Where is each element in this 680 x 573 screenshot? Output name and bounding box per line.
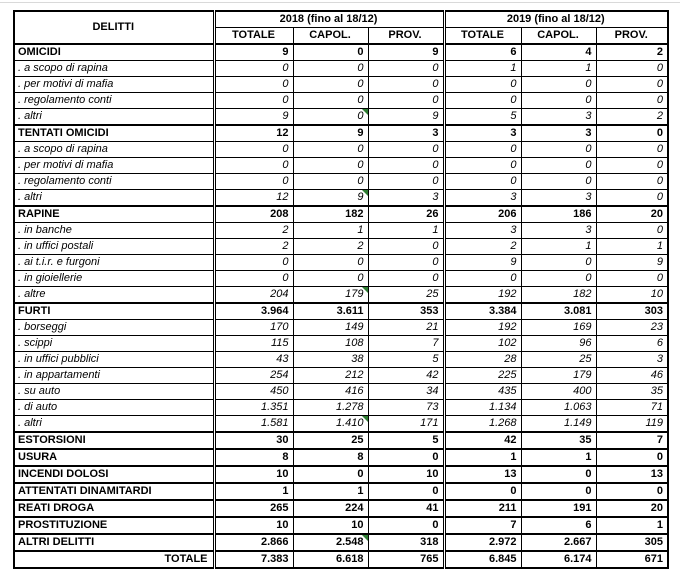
value-cell: 38	[293, 352, 368, 368]
value-cell: 1	[293, 483, 368, 500]
value-cell: 9	[293, 190, 368, 207]
value-cell: 0	[521, 77, 596, 93]
value-cell: 6.618	[293, 551, 368, 568]
crimes-column-header: DELITTI	[14, 11, 214, 44]
value-cell: 0	[596, 483, 668, 500]
value-cell: 30	[214, 432, 293, 449]
value-cell: 2.866	[214, 534, 293, 551]
col-header-prov-2019: PROV.	[596, 28, 668, 45]
value-cell: 4	[521, 44, 596, 61]
value-cell: 765	[368, 551, 444, 568]
value-cell: 0	[368, 77, 444, 93]
value-cell: 6	[521, 517, 596, 534]
value-cell: 1	[521, 61, 596, 77]
value-cell: 9	[368, 109, 444, 126]
value-cell: 0	[444, 142, 521, 158]
value-cell: 0	[521, 483, 596, 500]
crime-label: . regolamento conti	[14, 174, 214, 190]
table-row	[14, 61, 668, 77]
value-cell: 0	[214, 255, 293, 271]
value-cell: 1.268	[444, 416, 521, 433]
value-cell: 265	[214, 500, 293, 517]
value-cell: 204	[214, 287, 293, 304]
value-cell: 0	[214, 158, 293, 174]
value-cell: 13	[596, 466, 668, 483]
value-cell: 3.611	[293, 303, 368, 320]
value-cell: 0	[368, 271, 444, 287]
value-cell: 0	[368, 158, 444, 174]
table-row	[14, 449, 668, 466]
value-cell: 225	[444, 368, 521, 384]
value-cell: 224	[293, 500, 368, 517]
value-cell: 34	[368, 384, 444, 400]
value-cell: 0	[596, 142, 668, 158]
value-cell: 2	[293, 239, 368, 255]
value-cell: 46	[596, 368, 668, 384]
col-header-totale-2019: TOTALE	[444, 28, 521, 45]
value-cell: 0	[596, 271, 668, 287]
value-cell: 1.278	[293, 400, 368, 416]
value-cell: 2	[444, 239, 521, 255]
crimes-table-header	[14, 11, 668, 44]
crime-label: OMICIDI	[14, 44, 214, 61]
value-cell: 0	[293, 61, 368, 77]
crime-label: TOTALE	[14, 551, 214, 568]
value-cell: 9	[368, 44, 444, 61]
value-cell: 10	[214, 466, 293, 483]
value-cell: 0	[521, 158, 596, 174]
value-cell: 0	[368, 255, 444, 271]
value-cell: 7	[596, 432, 668, 449]
value-cell: 1	[214, 483, 293, 500]
value-cell: 10	[293, 517, 368, 534]
crime-label: . in uffici pubblici	[14, 352, 214, 368]
table-row	[14, 466, 668, 483]
table-row	[14, 77, 668, 93]
value-cell: 0	[214, 93, 293, 109]
value-cell: 1.063	[521, 400, 596, 416]
value-cell: 0	[596, 93, 668, 109]
value-cell: 35	[521, 432, 596, 449]
value-cell: 3	[444, 125, 521, 142]
table-row	[14, 483, 668, 500]
table-row	[14, 384, 668, 400]
green-corner-marker-icon	[362, 190, 368, 196]
table-row	[14, 142, 668, 158]
table-row	[14, 320, 668, 336]
crime-label: . altri	[14, 416, 214, 433]
crime-label: . per motivi di mafia	[14, 158, 214, 174]
table-row	[14, 500, 668, 517]
crime-label: PROSTITUZIONE	[14, 517, 214, 534]
value-cell: 186	[521, 206, 596, 223]
value-cell: 0	[444, 483, 521, 500]
value-cell: 96	[521, 336, 596, 352]
crime-label: . in appartamenti	[14, 368, 214, 384]
value-cell: 0	[521, 174, 596, 190]
value-cell: 0	[444, 93, 521, 109]
value-cell: 305	[596, 534, 668, 551]
crime-label: . borseggi	[14, 320, 214, 336]
table-row	[14, 336, 668, 352]
value-cell: 6.174	[521, 551, 596, 568]
col-header-totale-2018: TOTALE	[214, 28, 293, 45]
value-cell: 6.845	[444, 551, 521, 568]
value-cell: 8	[293, 449, 368, 466]
value-cell: 179	[293, 287, 368, 304]
value-cell: 9	[214, 44, 293, 61]
value-cell: 1	[444, 61, 521, 77]
value-cell: 0	[368, 483, 444, 500]
value-cell: 416	[293, 384, 368, 400]
value-cell: 2	[214, 223, 293, 239]
value-cell: 41	[368, 500, 444, 517]
table-row	[14, 158, 668, 174]
crime-label: . in banche	[14, 223, 214, 239]
value-cell: 0	[368, 174, 444, 190]
value-cell: 23	[596, 320, 668, 336]
value-cell: 0	[293, 77, 368, 93]
table-row	[14, 109, 668, 126]
value-cell: 211	[444, 500, 521, 517]
value-cell: 1	[521, 239, 596, 255]
value-cell: 1.410	[293, 416, 368, 433]
value-cell: 0	[521, 255, 596, 271]
value-cell: 6	[444, 44, 521, 61]
value-cell: 7	[444, 517, 521, 534]
value-cell: 108	[293, 336, 368, 352]
crime-label: . per motivi di mafia	[14, 77, 214, 93]
year-2019-header: 2019 (fino al 18/12)	[444, 11, 668, 28]
value-cell: 3.081	[521, 303, 596, 320]
value-cell: 35	[596, 384, 668, 400]
crimes-table	[13, 10, 669, 569]
value-cell: 21	[368, 320, 444, 336]
crime-label: INCENDI DOLOSI	[14, 466, 214, 483]
value-cell: 0	[293, 255, 368, 271]
crime-label: . regolamento conti	[14, 93, 214, 109]
value-cell: 42	[444, 432, 521, 449]
value-cell: 10	[214, 517, 293, 534]
value-cell: 3	[521, 223, 596, 239]
value-cell: 182	[293, 206, 368, 223]
value-cell: 0	[293, 142, 368, 158]
value-cell: 1	[368, 223, 444, 239]
value-cell: 2.548	[293, 534, 368, 551]
value-cell: 0	[368, 517, 444, 534]
crime-label: . di auto	[14, 400, 214, 416]
value-cell: 2.972	[444, 534, 521, 551]
crime-label: FURTI	[14, 303, 214, 320]
value-cell: 0	[596, 449, 668, 466]
total-row	[14, 551, 668, 568]
value-cell: 0	[293, 174, 368, 190]
value-cell: 0	[368, 239, 444, 255]
table-row	[14, 125, 668, 142]
value-cell: 0	[214, 77, 293, 93]
value-cell: 0	[368, 142, 444, 158]
value-cell: 0	[444, 77, 521, 93]
value-cell: 170	[214, 320, 293, 336]
crime-label: RAPINE	[14, 206, 214, 223]
table-row	[14, 271, 668, 287]
crime-label: . in uffici postali	[14, 239, 214, 255]
value-cell: 25	[368, 287, 444, 304]
value-cell: 1	[444, 449, 521, 466]
value-cell: 191	[521, 500, 596, 517]
value-cell: 2	[596, 44, 668, 61]
value-cell: 1.351	[214, 400, 293, 416]
header-row-years	[14, 11, 668, 28]
table-row	[14, 517, 668, 534]
value-cell: 42	[368, 368, 444, 384]
value-cell: 0	[293, 93, 368, 109]
year-2018-header: 2018 (fino al 18/12)	[214, 11, 444, 28]
crime-label: USURA	[14, 449, 214, 466]
value-cell: 25	[521, 352, 596, 368]
green-corner-marker-icon	[362, 416, 368, 422]
value-cell: 5	[368, 352, 444, 368]
value-cell: 3.384	[444, 303, 521, 320]
value-cell: 206	[444, 206, 521, 223]
table-row	[14, 93, 668, 109]
value-cell: 0	[521, 142, 596, 158]
value-cell: 3.964	[214, 303, 293, 320]
green-corner-marker-icon	[362, 287, 368, 293]
value-cell: 318	[368, 534, 444, 551]
crime-label: TENTATI OMICIDI	[14, 125, 214, 142]
crime-label: . scippi	[14, 336, 214, 352]
value-cell: 12	[214, 190, 293, 207]
value-cell: 0	[214, 61, 293, 77]
value-cell: 435	[444, 384, 521, 400]
value-cell: 3	[368, 190, 444, 207]
value-cell: 73	[368, 400, 444, 416]
value-cell: 9	[293, 125, 368, 142]
crime-label: . a scopo di rapina	[14, 142, 214, 158]
table-row	[14, 400, 668, 416]
value-cell: 7	[368, 336, 444, 352]
value-cell: 0	[521, 271, 596, 287]
value-cell: 9	[596, 255, 668, 271]
value-cell: 20	[596, 500, 668, 517]
value-cell: 3	[596, 352, 668, 368]
value-cell: 0	[596, 61, 668, 77]
value-cell: 212	[293, 368, 368, 384]
table-row	[14, 368, 668, 384]
crime-label: . su auto	[14, 384, 214, 400]
crime-label: . a scopo di rapina	[14, 61, 214, 77]
table-row	[14, 44, 668, 61]
value-cell: 1	[596, 517, 668, 534]
table-row	[14, 223, 668, 239]
crime-label: . altri	[14, 190, 214, 207]
green-corner-marker-icon	[362, 535, 368, 541]
value-cell: 1	[521, 449, 596, 466]
crime-label: . altri	[14, 109, 214, 126]
value-cell: 5	[444, 109, 521, 126]
table-row	[14, 174, 668, 190]
table-row	[14, 255, 668, 271]
value-cell: 8	[214, 449, 293, 466]
value-cell: 43	[214, 352, 293, 368]
value-cell: 0	[368, 61, 444, 77]
table-row	[14, 206, 668, 223]
value-cell: 1	[596, 239, 668, 255]
value-cell: 9	[444, 255, 521, 271]
value-cell: 149	[293, 320, 368, 336]
value-cell: 2	[596, 109, 668, 126]
value-cell: 119	[596, 416, 668, 433]
value-cell: 0	[444, 174, 521, 190]
value-cell: 10	[596, 287, 668, 304]
value-cell: 254	[214, 368, 293, 384]
value-cell: 0	[596, 77, 668, 93]
value-cell: 115	[214, 336, 293, 352]
value-cell: 3	[521, 109, 596, 126]
value-cell: 0	[596, 190, 668, 207]
crime-label: . altre	[14, 287, 214, 304]
value-cell: 0	[521, 466, 596, 483]
value-cell: 182	[521, 287, 596, 304]
table-row	[14, 190, 668, 207]
value-cell: 1.134	[444, 400, 521, 416]
value-cell: 3	[521, 125, 596, 142]
value-cell: 0	[444, 271, 521, 287]
value-cell: 0	[596, 174, 668, 190]
table-row	[14, 239, 668, 255]
value-cell: 71	[596, 400, 668, 416]
value-cell: 1	[293, 223, 368, 239]
table-row	[14, 432, 668, 449]
value-cell: 0	[293, 44, 368, 61]
crimes-table-body	[14, 44, 668, 568]
value-cell: 28	[444, 352, 521, 368]
value-cell: 25	[293, 432, 368, 449]
value-cell: 7.383	[214, 551, 293, 568]
value-cell: 0	[596, 125, 668, 142]
table-row	[14, 534, 668, 551]
value-cell: 1.581	[214, 416, 293, 433]
table-row	[14, 416, 668, 433]
page-top-rule	[0, 2, 680, 3]
value-cell: 2	[214, 239, 293, 255]
value-cell: 0	[444, 158, 521, 174]
value-cell: 179	[521, 368, 596, 384]
crime-label: . in gioiellerie	[14, 271, 214, 287]
col-header-capol-2018: CAPOL.	[293, 28, 368, 45]
value-cell: 0	[214, 174, 293, 190]
value-cell: 13	[444, 466, 521, 483]
value-cell: 353	[368, 303, 444, 320]
value-cell: 6	[596, 336, 668, 352]
value-cell: 2.667	[521, 534, 596, 551]
table-row	[14, 287, 668, 304]
crime-label: ESTORSIONI	[14, 432, 214, 449]
value-cell: 3	[368, 125, 444, 142]
value-cell: 5	[368, 432, 444, 449]
value-cell: 102	[444, 336, 521, 352]
value-cell: 0	[214, 271, 293, 287]
value-cell: 0	[293, 271, 368, 287]
value-cell: 3	[444, 190, 521, 207]
value-cell: 400	[521, 384, 596, 400]
crime-label: . ai t.i.r. e furgoni	[14, 255, 214, 271]
value-cell: 20	[596, 206, 668, 223]
value-cell: 0	[214, 142, 293, 158]
value-cell: 12	[214, 125, 293, 142]
col-header-prov-2018: PROV.	[368, 28, 444, 45]
crime-label: ALTRI DELITTI	[14, 534, 214, 551]
table-row	[14, 352, 668, 368]
value-cell: 9	[214, 109, 293, 126]
value-cell: 0	[293, 158, 368, 174]
value-cell: 303	[596, 303, 668, 320]
value-cell: 0	[293, 466, 368, 483]
value-cell: 3	[444, 223, 521, 239]
value-cell: 192	[444, 320, 521, 336]
value-cell: 0	[368, 449, 444, 466]
value-cell: 26	[368, 206, 444, 223]
value-cell: 208	[214, 206, 293, 223]
value-cell: 450	[214, 384, 293, 400]
green-corner-marker-icon	[362, 109, 368, 115]
crime-label: ATTENTATI DINAMITARDI	[14, 483, 214, 500]
value-cell: 3	[521, 190, 596, 207]
value-cell: 10	[368, 466, 444, 483]
crime-label: REATI DROGA	[14, 500, 214, 517]
value-cell: 0	[368, 93, 444, 109]
value-cell: 0	[596, 158, 668, 174]
value-cell: 1.149	[521, 416, 596, 433]
col-header-capol-2019: CAPOL.	[521, 28, 596, 45]
value-cell: 671	[596, 551, 668, 568]
value-cell: 192	[444, 287, 521, 304]
value-cell: 169	[521, 320, 596, 336]
table-row	[14, 303, 668, 320]
value-cell: 0	[596, 223, 668, 239]
value-cell: 171	[368, 416, 444, 433]
value-cell: 0	[521, 93, 596, 109]
value-cell: 0	[293, 109, 368, 126]
